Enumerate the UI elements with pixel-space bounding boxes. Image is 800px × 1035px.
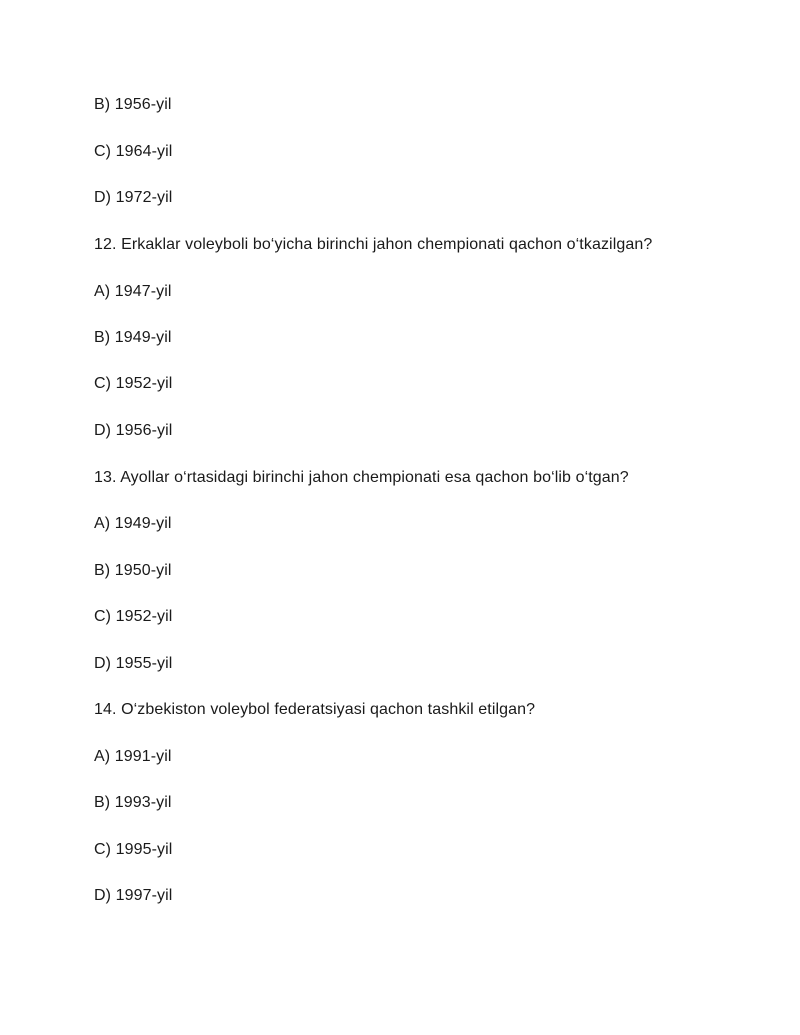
answer-option: D) 1956-yil: [94, 422, 173, 439]
answer-option: B) 1950-yil: [94, 562, 172, 579]
answer-option: A) 1949-yil: [94, 515, 172, 532]
answer-option: B) 1993-yil: [94, 794, 172, 811]
answer-option: C) 1952-yil: [94, 608, 173, 625]
answer-option: A) 1947-yil: [94, 283, 172, 300]
answer-option: D) 1997-yil: [94, 887, 173, 904]
answer-option: D) 1955-yil: [94, 655, 173, 672]
answer-option: C) 1964-yil: [94, 143, 173, 160]
answer-option: C) 1952-yil: [94, 375, 173, 392]
answer-option: D) 1972-yil: [94, 189, 173, 206]
question-text: 14. O‘zbekiston voleybol federatsiyasi qachon tashkil etilgan?: [94, 701, 536, 718]
answer-option: B) 1956-yil: [94, 96, 172, 113]
answer-option: B) 1949-yil: [94, 329, 172, 346]
question-text: 13. Ayollar o‘rtasidagi birinchi jahon chempionati esa qachon bo‘lib o‘tgan?: [94, 469, 629, 486]
answer-option: A) 1991-yil: [94, 748, 172, 765]
answer-option: C) 1995-yil: [94, 841, 173, 858]
question-text: 12. Erkaklar voleyboli bo‘yicha birinchi jahon chempionati qachon o‘tkazilgan?: [94, 236, 653, 253]
